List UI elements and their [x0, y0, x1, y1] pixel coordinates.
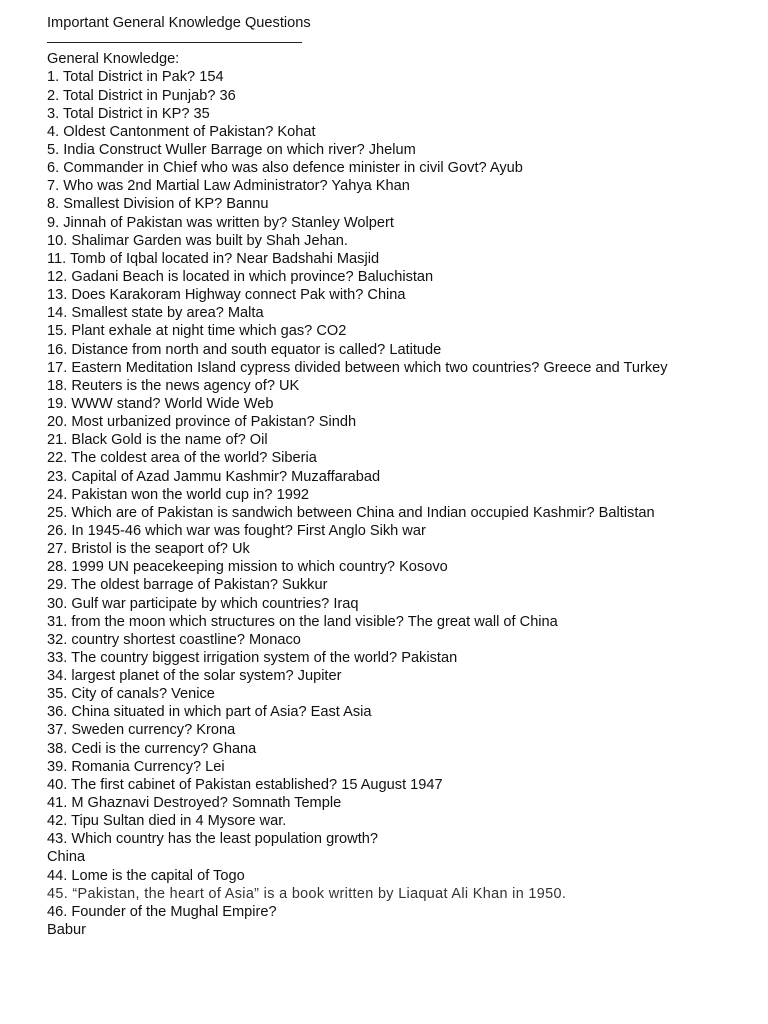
question-line: 4. Oldest Cantonment of Pakistan? Kohat	[47, 123, 316, 140]
question-line: 5. India Construct Wuller Barrage on which river? Jhelum	[47, 141, 416, 158]
question-line: 40. The first cabinet of Pakistan established? 15 August 1947	[47, 776, 443, 793]
question-line: 31. from the moon which structures on the land visible? The great wall of China	[47, 613, 558, 630]
question-line: 22. The coldest area of the world? Siberia	[47, 450, 317, 467]
question-line: 14. Smallest state by area? Malta	[47, 305, 264, 322]
question-line: 23. Capital of Azad Jammu Kashmir? Muzaffarabad	[47, 468, 381, 485]
question-line: 33. The country biggest irrigation system of the world? Pakistan	[47, 649, 458, 666]
question-line: 36. China situated in which part of Asia? East Asia	[47, 704, 372, 721]
question-line: 28. 1999 UN peacekeeping mission to which country? Kosovo	[47, 559, 448, 576]
question-line: 3. Total District in KP? 35	[47, 105, 210, 122]
question-line: 16. Distance from north and south equator is called? Latitude	[47, 341, 442, 358]
question-line: 26. In 1945-46 which war was fought? First Anglo Sikh war	[47, 522, 426, 539]
question-line: 12. Gadani Beach is located in which province? Baluchistan	[47, 268, 434, 285]
question-line: 8. Smallest Division of KP? Bannu	[47, 196, 269, 213]
document-body	[47, 14, 747, 939]
answer-line: Babur	[47, 922, 86, 939]
question-line: 38. Cedi is the currency? Ghana	[47, 740, 257, 757]
question-line: 19. WWW stand? World Wide Web	[47, 395, 274, 412]
question-line: 32. country shortest coastline? Monaco	[47, 631, 301, 648]
question-line: 6. Commander in Chief who was also defence minister in civil Govt? Ayub	[47, 160, 523, 177]
question-line: 11. Tomb of Iqbal located in? Near Badshahi Masjid	[47, 250, 380, 267]
question-line: 41. M Ghaznavi Destroyed? Somnath Temple	[47, 795, 342, 812]
document-title: Important General Knowledge Questions	[47, 15, 311, 31]
question-line: 42. Tipu Sultan died in 4 Mysore war.	[47, 813, 287, 830]
question-line: 9. Jinnah of Pakistan was written by? Stanley Wolpert	[47, 214, 394, 231]
question-line: 27. Bristol is the seaport of? Uk	[47, 541, 250, 558]
question-line: 18. Reuters is the news agency of? UK	[47, 377, 300, 394]
question-line: 15. Plant exhale at night time which gas? CO2	[47, 323, 347, 340]
section-heading: General Knowledge:	[47, 51, 180, 68]
question-line: 21. Black Gold is the name of? Oil	[47, 432, 268, 449]
question-line: 2. Total District in Punjab? 36	[47, 87, 236, 104]
question-line: 46. Founder of the Mughal Empire?	[47, 903, 277, 920]
question-line: 13. Does Karakoram Highway connect Pak with? China	[47, 287, 406, 304]
title-underline	[47, 32, 302, 50]
question-line: 35. City of canals? Venice	[47, 686, 215, 703]
question-line: 44. Lome is the capital of Togo	[47, 867, 245, 884]
question-line: 17. Eastern Meditation Island cypress divided between which two countries? Greece and Turkey	[47, 359, 668, 376]
question-line: 24. Pakistan won the world cup in? 1992	[47, 486, 310, 503]
answer-line: China	[47, 849, 86, 866]
question-line: 45. “Pakistan, the heart of Asia” is a book written by Liaquat Ali Khan in 1950.	[47, 885, 567, 902]
question-line: 37. Sweden currency? Krona	[47, 722, 236, 739]
question-line: 30. Gulf war participate by which countries? Iraq	[47, 595, 359, 612]
question-line: 43. Which country has the least population growth?	[47, 831, 378, 848]
question-line: 20. Most urbanized province of Pakistan? Sindh	[47, 414, 357, 431]
question-line: 7. Who was 2nd Martial Law Administrator? Yahya Khan	[47, 178, 410, 195]
question-line: 34. largest planet of the solar system? Jupiter	[47, 668, 342, 685]
question-line: 10. Shalimar Garden was built by Shah Jehan.	[47, 232, 348, 249]
question-line: 29. The oldest barrage of Pakistan? Sukkur	[47, 577, 328, 594]
question-line: 1. Total District in Pak? 154	[47, 69, 224, 86]
question-line: 39. Romania Currency? Lei	[47, 758, 225, 775]
question-line: 25. Which are of Pakistan is sandwich between China and Indian occupied Kashmir? Baltistan	[47, 504, 655, 521]
